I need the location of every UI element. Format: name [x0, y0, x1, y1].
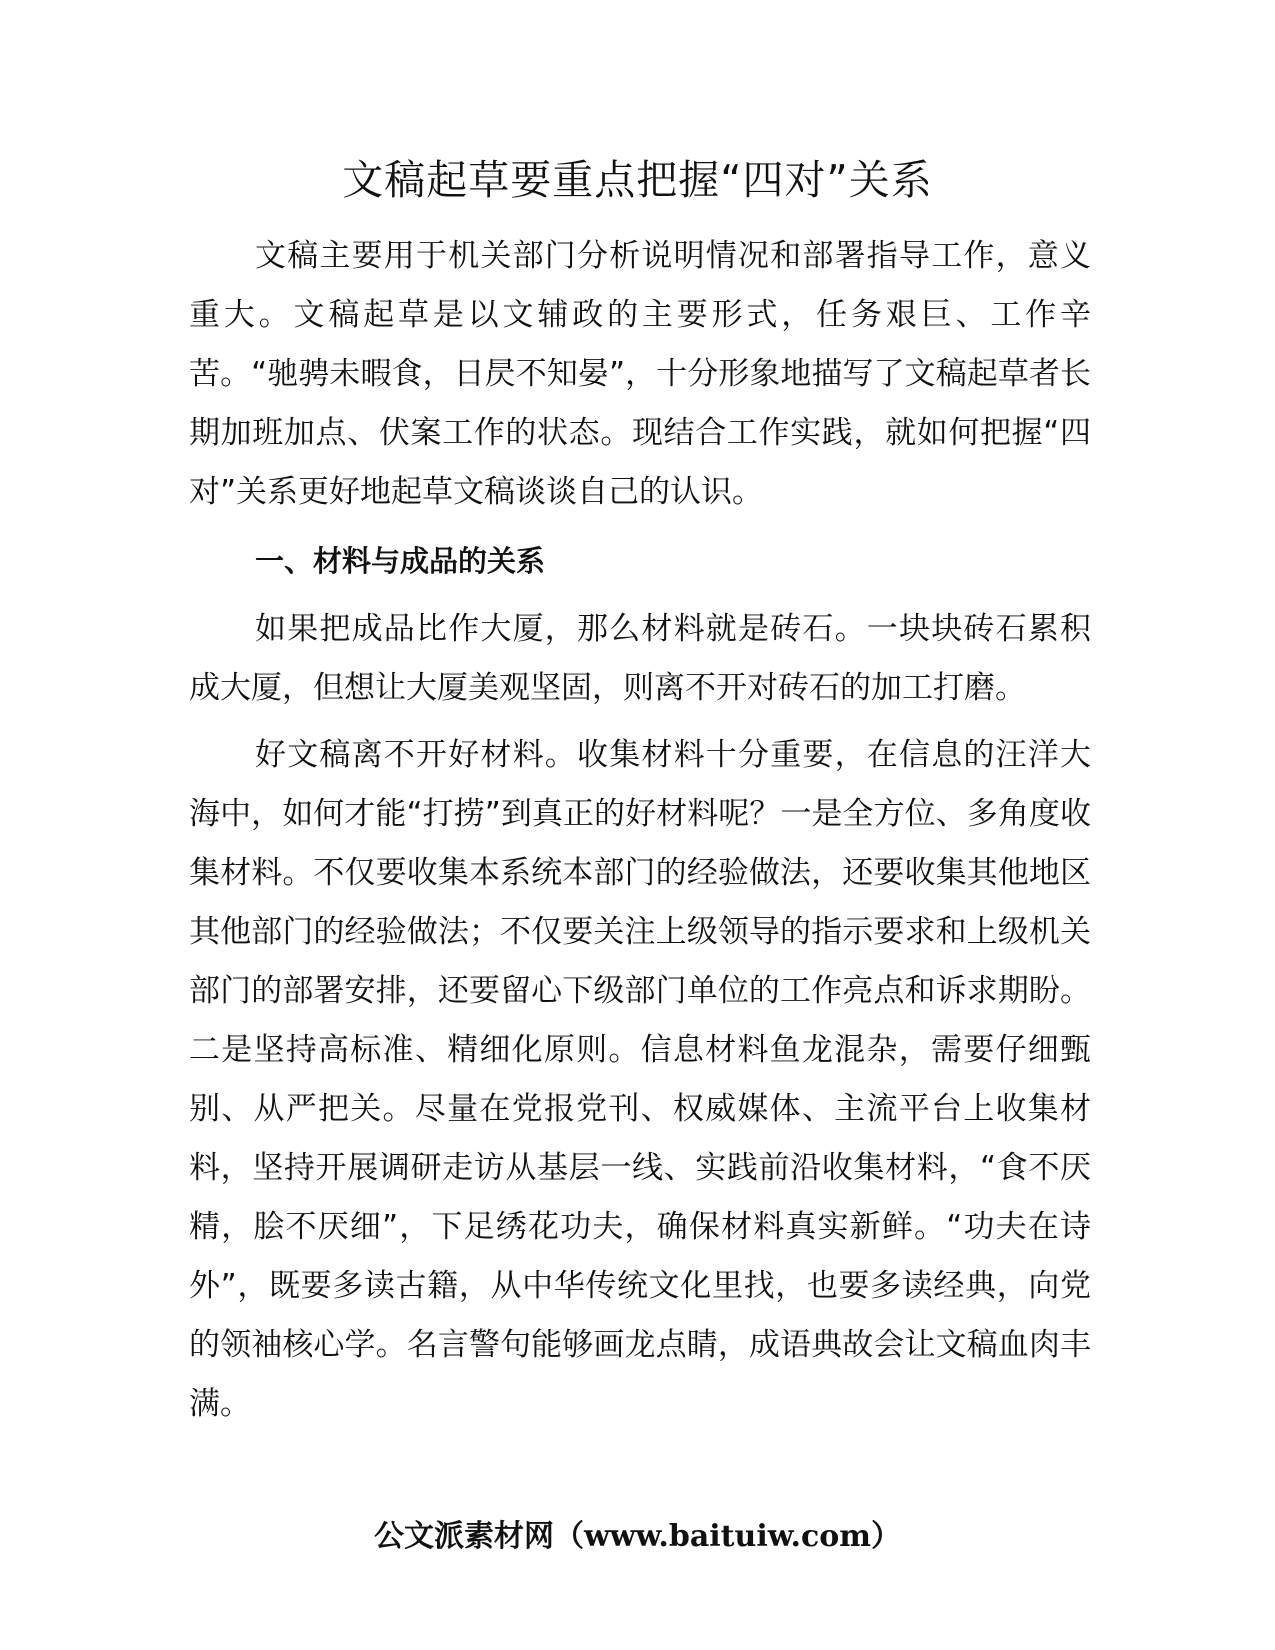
intro-paragraph: 文稿主要用于机关部门分析说明情况和部署指导工作，意义重大。文稿起草是以文辅政的主要形式，任务艰巨、工作辛苦。“驰骋未暇食，日昃不知晏”，十分形象地描写了文稿起草者长期加班加点、伏案工作的状态。现结合工作实践，就如何把握“四对”关系更好地起草文稿谈谈自己的认识。	[189, 238, 1091, 510]
page-title: 文稿起草要重点把握“四对”关系	[342, 156, 933, 204]
body-paragraph: 好文稿离不开好材料。收集材料十分重要，在信息的汪洋大海中，如何才能“打捞”到真正的好材料呢？一是全方位、多角度收集材料。不仅要收集本系统本部门的经验做法，还要收集其他地区其他部门的经验做法；不仅要关注上级领导的指示要求和上级机关部门的部署安排，还要留心下级部门单位的工作亮点和诉求期盼。二是坚持高标准、精细化原则。信息材料鱼龙混杂，需要仔细甄别、从严把关。尽量在党报党刊、权威媒体、主流平台上收集材料，坚持开展调研走访从基层一线、实践前沿收集材料，“食不厌精，脍不厌细”，下足绣花功夫，确保材料真实新鲜。“功夫在诗外”，既要多读古籍，从中华传统文化里找，也要多读经典，向党的领袖核心学。名言警句能够画龙点睛，成语典故会让文稿血肉丰满。	[189, 737, 1091, 1422]
section-heading: 一、材料与成品的关系	[255, 544, 546, 578]
document-body	[189, 227, 1091, 1442]
footer-source: 公文派素材网（www.baituiw.com）	[373, 1519, 902, 1554]
body-paragraph: 如果把成品比作大厦，那么材料就是砖石。一块块砖石累积成大厦，但想让大厦美观坚固，则离不开对砖石的加工打磨。	[189, 611, 1091, 706]
